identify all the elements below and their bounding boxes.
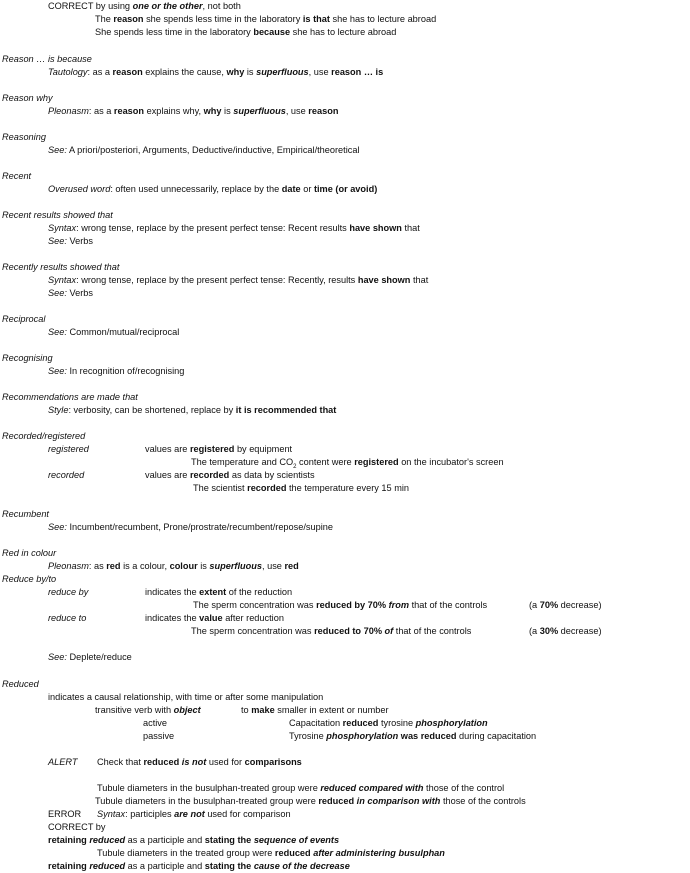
- entry-headword: [2, 92, 53, 105]
- text-run: Recent: [2, 171, 32, 181]
- text-run: in comparison with: [354, 796, 441, 806]
- text-run: superfluous: [233, 106, 286, 116]
- text-run: reason … is: [331, 67, 384, 77]
- entry-line: [48, 808, 81, 821]
- text-run: that of the controls: [393, 626, 472, 636]
- text-run: , use: [285, 106, 309, 116]
- text-run: See:: [48, 652, 67, 662]
- entry-line: [48, 183, 377, 196]
- text-run: of the reduction: [226, 587, 293, 597]
- text-run: is: [221, 106, 234, 116]
- text-run: reduced: [143, 757, 180, 767]
- text-run: superfluous: [256, 67, 309, 77]
- entry-line: [48, 66, 383, 79]
- text-run: she has to lecture abroad: [329, 14, 437, 24]
- text-run: reduced: [318, 796, 355, 806]
- text-run: reduced: [89, 861, 126, 871]
- entry-line: [97, 782, 504, 795]
- text-run: The: [95, 14, 114, 24]
- text-run: decrease): [558, 600, 602, 610]
- text-run: Pleonasm: [48, 561, 89, 571]
- text-run: cause of the decrease: [253, 861, 350, 871]
- text-run: The temperature and CO: [191, 457, 294, 467]
- text-run: See:: [48, 327, 67, 337]
- text-run: she spends less time in the laboratory: [143, 14, 303, 24]
- text-run: See:: [48, 145, 67, 155]
- text-run: Capacitation: [289, 718, 343, 728]
- text-run: she has to lecture abroad: [290, 27, 397, 37]
- text-run: In recognition of/recognising: [66, 366, 185, 376]
- text-run: reduced: [89, 835, 126, 845]
- text-run: Deplete/reduce: [66, 652, 132, 662]
- entry-line: [48, 404, 336, 417]
- text-run: registered: [48, 444, 89, 454]
- text-run: is not: [179, 757, 207, 767]
- entry-line: [48, 326, 179, 339]
- text-run: reason: [308, 106, 339, 116]
- text-run: CORRECT by: [48, 822, 106, 832]
- text-run: Reduced: [2, 679, 39, 689]
- text-run: retaining: [48, 861, 90, 871]
- text-run: recorded: [48, 470, 85, 480]
- text-run: : as: [88, 561, 107, 571]
- entry-line: [48, 365, 184, 378]
- entry-headword: [2, 352, 53, 365]
- text-run: by equipment: [234, 444, 293, 454]
- text-run: reduced to 70%: [314, 626, 385, 636]
- text-run: as data by scientists: [229, 470, 315, 480]
- text-run: on the incubator's screen: [398, 457, 504, 467]
- entry-headword: [2, 313, 45, 326]
- text-run: Recognising: [2, 353, 53, 363]
- text-run: reduce to: [48, 613, 87, 623]
- text-run: have shown: [349, 223, 402, 233]
- text-run: make: [251, 705, 275, 715]
- entry-line: [48, 860, 350, 873]
- text-run: Reciprocal: [2, 314, 46, 324]
- entry-line: [48, 821, 106, 834]
- text-run: Tubule diameters in the treated group were: [97, 848, 275, 858]
- entry-line: [145, 469, 315, 482]
- text-run: Overused word: [48, 184, 111, 194]
- text-run: tyrosine: [378, 718, 416, 728]
- text-run: : as a: [87, 67, 113, 77]
- text-run: 30%: [539, 626, 559, 636]
- entry-headword: [2, 547, 56, 560]
- text-run: was reduced: [398, 731, 457, 741]
- text-run: as a participle and: [125, 861, 205, 871]
- entry-line: [193, 599, 487, 612]
- entry-headword: [2, 391, 138, 404]
- entry-line: [241, 704, 389, 717]
- text-run: : wrong tense, replace by the present perfect tense: Recently, results: [76, 275, 358, 285]
- entry-line: [48, 235, 93, 248]
- text-run: used for comparison: [204, 809, 291, 819]
- text-run: ERROR: [48, 809, 82, 819]
- entry-line: [48, 691, 323, 704]
- text-run: values are: [145, 470, 190, 480]
- text-run: content were: [296, 457, 355, 467]
- entry-line: [529, 625, 602, 638]
- entry-line: [48, 521, 333, 534]
- text-run: reason: [113, 106, 145, 116]
- entry-line: [145, 586, 292, 599]
- text-run: Syntax: [48, 223, 77, 233]
- text-run: that: [410, 275, 429, 285]
- text-run: that: [401, 223, 420, 233]
- text-run: See:: [48, 366, 67, 376]
- entry-line: [48, 469, 84, 482]
- text-run: (a: [529, 600, 540, 610]
- text-run: The sperm concentration was: [191, 626, 315, 636]
- text-run: , use: [308, 67, 332, 77]
- text-run: to: [241, 705, 252, 715]
- text-run: A priori/posteriori, Arguments, Deductive/inductive, Empirical/theoretical: [66, 145, 360, 155]
- text-run: those of the control: [423, 783, 505, 793]
- text-run: See:: [48, 236, 67, 246]
- text-run: active: [143, 718, 168, 728]
- text-run: phosphorylation: [326, 731, 399, 741]
- text-run: comparisons: [244, 757, 302, 767]
- text-run: The scientist: [193, 483, 248, 493]
- entry-line: [48, 274, 428, 287]
- text-run: 70%: [539, 600, 559, 610]
- entry-line: [97, 756, 302, 769]
- text-run: transitive verb with: [95, 705, 174, 715]
- text-run: reason: [113, 14, 144, 24]
- text-run: : verbosity, can be shortened, replace by: [68, 405, 236, 415]
- entry-line: [191, 456, 504, 469]
- text-run: recorded: [189, 470, 230, 480]
- text-run: The sperm concentration was: [193, 600, 317, 610]
- text-run: indicates a causal relationship, with time or after some manipulation: [48, 692, 324, 702]
- text-run: extent: [199, 587, 227, 597]
- entry-line: [289, 730, 536, 743]
- text-run: recorded: [247, 483, 287, 493]
- text-run: why: [226, 67, 245, 77]
- text-run: superfluous: [209, 561, 262, 571]
- text-run: reduced by 70%: [316, 600, 389, 610]
- text-run: time: [313, 184, 333, 194]
- text-run: date: [281, 184, 301, 194]
- text-run: Incumbent/recumbent, Prone/prostrate/recumbent/repose/supine: [66, 522, 333, 532]
- text-run: registered: [189, 444, 235, 454]
- text-run: explains the cause,: [142, 67, 227, 77]
- text-run: Verbs: [66, 236, 93, 246]
- entry-line: [145, 443, 292, 456]
- text-run: Tautology: [48, 67, 88, 77]
- text-run: Style: [48, 405, 69, 415]
- entry-line: [48, 586, 88, 599]
- text-run: during capacitation: [456, 731, 537, 741]
- entry-line: [193, 482, 409, 495]
- text-run: Recent results showed that: [2, 210, 113, 220]
- entry-headword: [2, 170, 31, 183]
- text-run: one or the other: [132, 1, 203, 11]
- text-run: Reason why: [2, 93, 53, 103]
- text-run: passive: [143, 731, 175, 741]
- text-run: the temperature every 15 min: [286, 483, 410, 493]
- entry-headword: [2, 53, 92, 66]
- text-run: is: [197, 561, 210, 571]
- entry-line: [48, 443, 89, 456]
- text-run: (a: [529, 626, 540, 636]
- text-run: decrease): [558, 626, 602, 636]
- entry-line: [95, 704, 201, 717]
- text-run: Pleonasm: [48, 106, 89, 116]
- text-run: 2: [293, 463, 297, 470]
- text-run: registered: [354, 457, 399, 467]
- entry-line: [289, 717, 488, 730]
- text-run: reason: [112, 67, 143, 77]
- entry-headword: [2, 131, 46, 144]
- text-run: Syntax: [97, 809, 126, 819]
- text-run: Recommendations are made that: [2, 392, 138, 402]
- text-run: is that: [302, 14, 330, 24]
- text-run: Tyrosine: [289, 731, 327, 741]
- entry-line: [48, 756, 77, 769]
- text-run: Common/mutual/reciprocal: [66, 327, 180, 337]
- text-run: Red in colour: [2, 548, 57, 558]
- text-run: red: [284, 561, 299, 571]
- text-run: : often used unnecessarily, replace by the: [110, 184, 282, 194]
- text-run: reduced compared with: [320, 783, 424, 793]
- text-run: She spends less time in the laboratory: [95, 27, 254, 37]
- text-run: indicates the: [145, 587, 200, 597]
- text-run: (or avoid): [332, 184, 378, 194]
- entry-line: [97, 808, 291, 821]
- entry-line: [48, 0, 241, 13]
- entry-line: [95, 26, 396, 39]
- text-run: : participles: [125, 809, 175, 819]
- text-run: reduce by: [48, 587, 89, 597]
- entry-line: [529, 599, 602, 612]
- entry-headword: [2, 209, 113, 222]
- text-run: See:: [48, 288, 67, 298]
- entry-line: [143, 730, 174, 743]
- text-run: sequence of events: [253, 835, 340, 845]
- entry-line: [48, 105, 338, 118]
- text-run: Reason … is because: [2, 54, 92, 64]
- entry-line: [95, 13, 436, 26]
- text-run: or: [300, 184, 314, 194]
- entry-line: [145, 612, 284, 625]
- text-run: red: [106, 561, 121, 571]
- entry-line: [48, 222, 420, 235]
- text-run: Reasoning: [2, 132, 46, 142]
- text-run: , use: [261, 561, 285, 571]
- entry-headword: [2, 430, 85, 443]
- text-run: why: [203, 106, 222, 116]
- entry-line: [191, 625, 471, 638]
- entry-headword: [2, 261, 119, 274]
- entry-line: [48, 560, 299, 573]
- text-run: : wrong tense, replace by the present perfect tense: Recent results: [76, 223, 350, 233]
- text-run: as a participle and: [125, 835, 205, 845]
- text-run: that of the controls: [409, 600, 488, 610]
- text-run: is: [244, 67, 257, 77]
- text-run: because: [253, 27, 291, 37]
- text-run: it is recommended that: [235, 405, 337, 415]
- text-run: stating the: [204, 835, 254, 845]
- text-run: stating the: [204, 861, 254, 871]
- text-run: explains why,: [144, 106, 204, 116]
- entry-headword: [2, 678, 39, 691]
- entry-line: [143, 717, 167, 730]
- text-run: Tubule diameters in the busulphan-treated group were: [97, 783, 321, 793]
- text-run: are not: [174, 809, 205, 819]
- text-run: , not both: [202, 1, 241, 11]
- text-run: Verbs: [66, 288, 93, 298]
- text-run: after reduction: [222, 613, 284, 623]
- text-run: : as a: [88, 106, 114, 116]
- text-run: after administering busulphan: [313, 848, 445, 858]
- text-run: of: [384, 626, 394, 636]
- entry-line: [48, 144, 360, 157]
- text-run: retaining: [48, 835, 90, 845]
- text-run: Syntax: [48, 275, 77, 285]
- text-run: indicates the: [145, 613, 200, 623]
- text-run: Reduce by/to: [2, 574, 57, 584]
- text-run: Check that: [97, 757, 144, 767]
- entry-line: [95, 795, 526, 808]
- entry-headword: [2, 573, 56, 586]
- text-run: Tubule diameters in the busulphan-treated group were: [95, 796, 319, 806]
- text-run: See:: [48, 522, 67, 532]
- entry-line: [48, 612, 86, 625]
- text-run: Recently results showed that: [2, 262, 120, 272]
- text-run: phosphorylation: [415, 718, 488, 728]
- text-run: Recorded/registered: [2, 431, 86, 441]
- text-run: is a colour,: [120, 561, 170, 571]
- text-run: reduced: [342, 718, 379, 728]
- entry-line: [48, 651, 132, 664]
- text-run: ALERT: [48, 757, 78, 767]
- text-run: values are: [145, 444, 190, 454]
- text-run: reduced: [274, 848, 314, 858]
- text-run: have shown: [357, 275, 411, 285]
- entry-line: [97, 847, 445, 860]
- text-run: value: [199, 613, 223, 623]
- text-run: from: [388, 600, 410, 610]
- text-run: CORRECT by using: [48, 1, 133, 11]
- entry-headword: [2, 508, 49, 521]
- text-run: colour: [169, 561, 198, 571]
- text-run: those of the controls: [440, 796, 526, 806]
- entry-line: [48, 287, 93, 300]
- text-run: Recumbent: [2, 509, 49, 519]
- text-run: object: [173, 705, 201, 715]
- entry-line: [48, 834, 339, 847]
- text-run: smaller in extent or number: [274, 705, 389, 715]
- text-run: used for: [206, 757, 245, 767]
